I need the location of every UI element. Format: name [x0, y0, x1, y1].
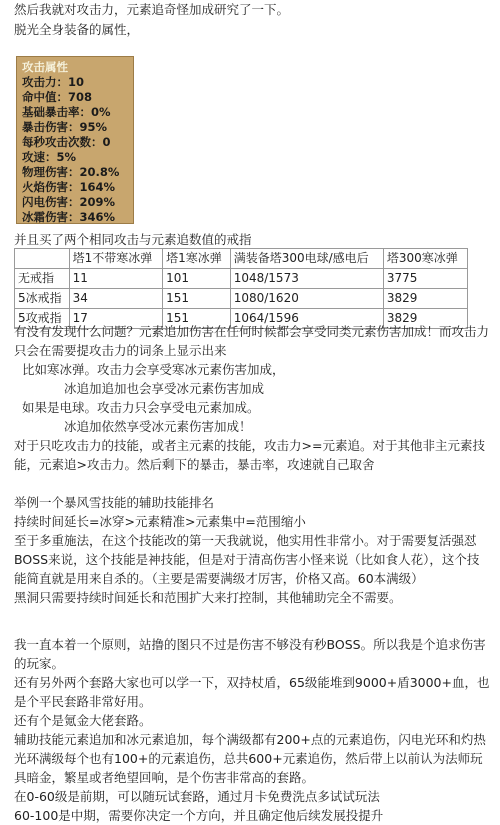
attack-stats-header: 攻击属性: [22, 60, 68, 74]
stat-base-crit-rate: 基础暴击率：0%: [22, 105, 111, 119]
table-row: [15, 289, 468, 309]
intro-line-1: 然后我就对攻击力，元素追奇怪加成研究了一下。: [14, 2, 290, 17]
table-header-row: [15, 249, 468, 269]
table-cell: 151: [163, 289, 231, 309]
attack-stats-panel: [16, 56, 134, 224]
table-header-cell: 塔1不带寒冰弹: [69, 249, 162, 269]
paragraph: 举例一个暴风雪技能的辅助技能排名: [14, 495, 215, 510]
paragraph: 对于只吃攻击力的技能，或者主元素的技能，攻击力>=元素追。对于其他非主元素技能，元素追>攻击力。然后剩下的暴击，暴击率，攻速就自己取舍: [14, 438, 485, 472]
intro-line-2: 脱光全身装备的属性，: [14, 22, 140, 37]
table-cell: 5攻戒指: [15, 309, 70, 329]
table-cell: 3775: [383, 269, 467, 289]
paragraph: 比如寒冰弹。攻击力会享受寒冰元素伤害加成，: [22, 362, 285, 377]
table-header-cell: 塔1寒冰弹: [163, 249, 231, 269]
stat-frost-damage: 冰霜伤害：346%: [22, 210, 116, 224]
paragraph: 我一直本着一个原则，站撸的图只不过是伤害不够没有秒BOSS。所以我是个追求伤害的玩家。: [14, 637, 486, 671]
table-header-cell: 满装备塔300电球/感电后: [230, 249, 383, 269]
table-cell: 101: [163, 269, 231, 289]
spacer: [0, 474, 500, 493]
table-header-cell: [15, 249, 70, 269]
table-cell: 3829: [383, 289, 467, 309]
paragraph: 持续时间延长=冰穿>元素精准>元素集中=范围缩小: [14, 514, 306, 529]
stat-attack: 攻击力：10: [22, 75, 85, 89]
table-cell: 11: [69, 269, 162, 289]
stat-crit-damage: 暴击伤害：95%: [22, 120, 108, 134]
rings-intro: 并且买了两个相同攻击与元素追数值的戒指: [14, 232, 252, 247]
stat-attacks-per-second: 每秒攻击次数：0: [22, 135, 111, 149]
stat-accuracy: 命中值：708: [22, 90, 93, 104]
paragraph: 还有另外两个套路大家也可以学一下，双持杖盾，65级能堆到9000+盾3000+血，也是个平民套路非常好用。: [14, 675, 490, 709]
table-cell: 34: [69, 289, 162, 309]
stat-lightning-damage: 闪电伤害：209%: [22, 195, 116, 209]
paragraph: 还有个是氪金大佬套路。: [14, 713, 152, 728]
paragraph: 有没有发现什么问题？元素追加伤害在任何时候都会享受同类元素伤害加成！而攻击力只会在需要提攻击力的词条上显示出来: [14, 324, 490, 358]
table-header-cell: 塔300寒冰弹: [383, 249, 467, 269]
spacer: [0, 607, 500, 635]
table-cell: 5冰戒指: [15, 289, 70, 309]
ring-comparison-table: [14, 248, 468, 329]
paragraph: 冰追加依然享受冰元素伤害加成！: [64, 419, 252, 434]
paragraph: 在0-60级是前期，可以随玩试套路，通过月卡免费洗点多试试玩法: [14, 789, 380, 804]
paragraph: 如果是电球。攻击力只会享受电元素加成。: [22, 400, 260, 415]
table-row: [15, 269, 468, 289]
stat-physical-damage: 物理伤害：20.8%: [22, 165, 120, 179]
table-cell: 1064/1596: [230, 309, 383, 329]
table-cell: 1080/1620: [230, 289, 383, 309]
paragraph: 辅助技能元素追加和冰元素追加，每个满级都有200+点的元素追伤，闪电光环和灼热光环满级每个也有100+的元素追伤，总共600+元素追伤，然后带上以前认为法师玩具暗金，繁星或者绝望回响，是个伤害非常高的套路。: [14, 732, 486, 785]
table-cell: 151: [163, 309, 231, 329]
table-cell: 17: [69, 309, 162, 329]
article-body: [0, 322, 500, 825]
paragraph: 至于多重施法，在这个技能改的第一天我就说，他实用性非常小。对于需要复活强怼BOSS来说，这个技能是神技能，但是对于清高伤害小怪来说（比如食人花），这个技能简直就是用来自杀的。（主要是需要满级才厉害，价格又高。60本满级）: [14, 533, 480, 586]
table-cell: 无戒指: [15, 269, 70, 289]
paragraph: 冰追加追加也会享受冰元素伤害加成: [64, 381, 265, 396]
stat-attack-speed: 攻速：5%: [22, 150, 77, 164]
stat-fire-damage: 火焰伤害：164%: [22, 180, 116, 194]
table-cell: 1048/1573: [230, 269, 383, 289]
table-cell: 3829: [383, 309, 467, 329]
paragraph: 60-100是中期，需要你决定一个方向，并且确定他后续发展投提升: [14, 808, 384, 823]
paragraph: 黑洞只需要持续时间延长和范围扩大来打控制，其他辅助完全不需要。: [14, 590, 402, 605]
